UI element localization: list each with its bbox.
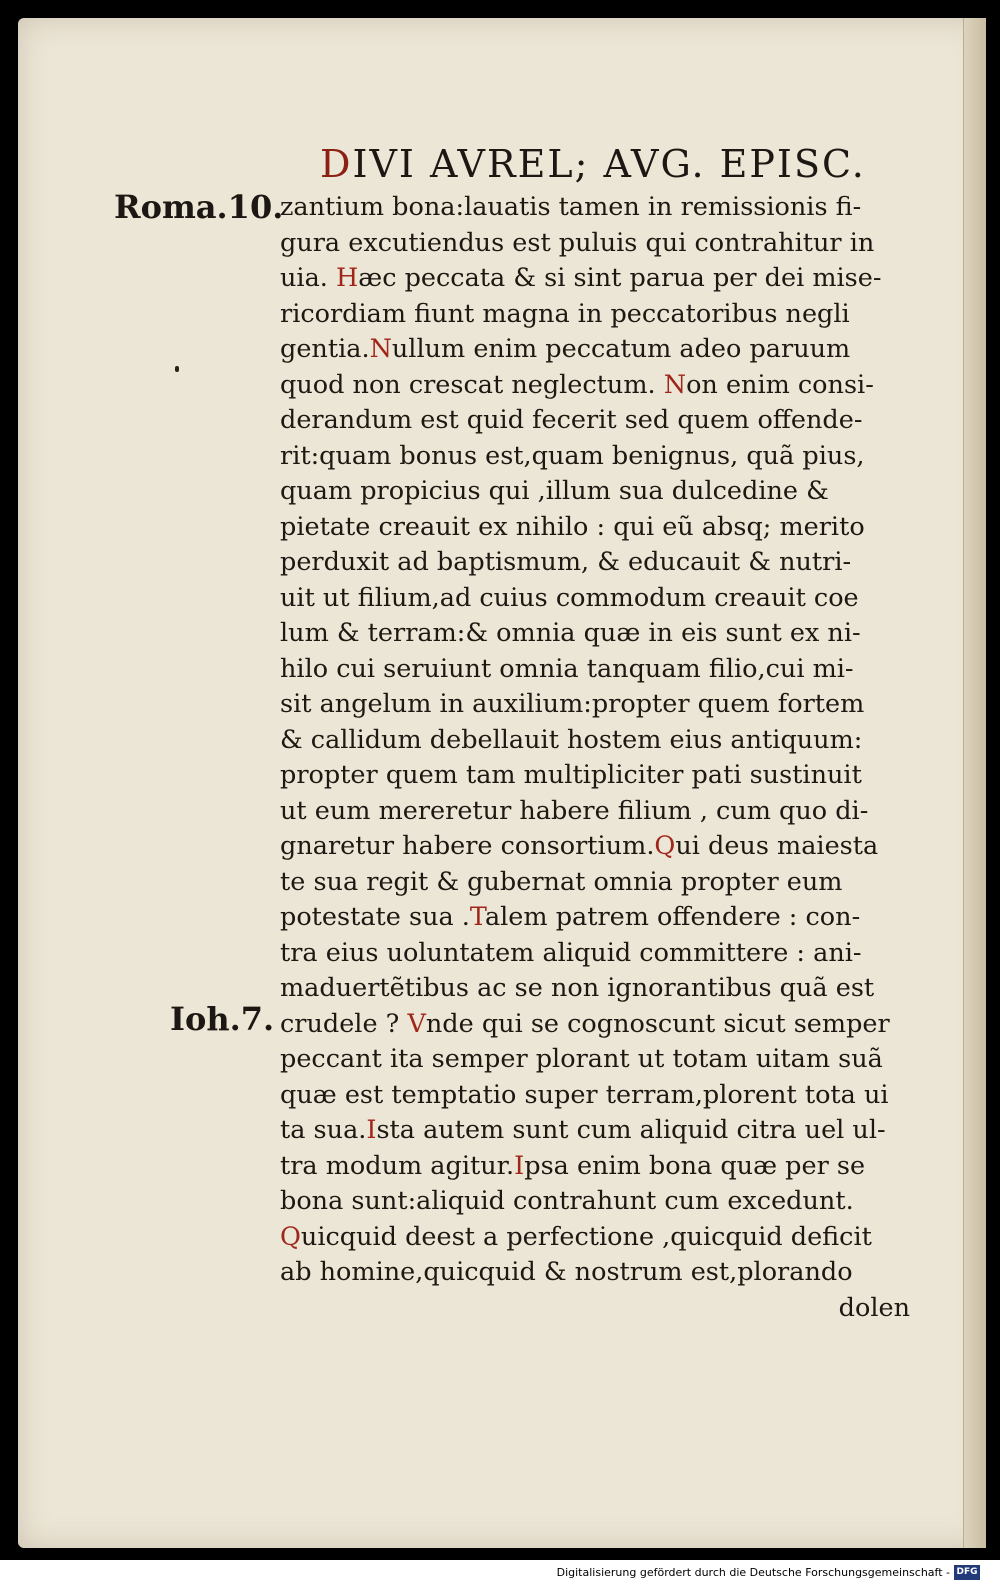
text-line bbox=[280, 226, 920, 262]
text-run: potestate sua . bbox=[280, 902, 470, 932]
text-run: lum & terram:& omnia quæ in eis sunt ex ni- bbox=[280, 618, 861, 648]
text-run: on enim consi- bbox=[686, 369, 874, 400]
text-run: derandum est quid fecerit sed quem offende- bbox=[280, 405, 863, 435]
rubricated-initial: I bbox=[514, 1150, 525, 1181]
dfg-logo: DFG bbox=[954, 1565, 980, 1580]
text-line bbox=[280, 900, 920, 936]
text-line bbox=[280, 971, 920, 1007]
text-line bbox=[280, 1042, 920, 1078]
rubricated-initial: I bbox=[366, 1115, 377, 1145]
text-run: crudele ? bbox=[280, 1008, 408, 1039]
text-run: gura excutiendus est puluis qui contrahitur in bbox=[280, 227, 875, 258]
text-line bbox=[280, 190, 920, 226]
text-line bbox=[280, 758, 920, 794]
text-run: bona sunt:aliquid contrahunt cum excedunt. bbox=[280, 1186, 854, 1216]
running-header bbox=[320, 142, 866, 186]
text-run: tra eius uoluntatem aliquid committere : ani- bbox=[280, 937, 862, 968]
text-run: tra modum agitur. bbox=[280, 1150, 515, 1181]
text-run: uit ut filium,ad cuius commodum creauit coe bbox=[280, 582, 859, 613]
text-run: quam propicius qui ,illum sua dulcedine & bbox=[280, 476, 829, 506]
rubricated-initial: N bbox=[369, 334, 392, 364]
rubricated-initial: H bbox=[336, 263, 359, 293]
text-run: peccant ita semper plorant ut totam uitam suã bbox=[280, 1044, 883, 1074]
text-line bbox=[280, 581, 920, 617]
text-run: gentia. bbox=[280, 334, 370, 364]
text-run: zantium bona:lauatis tamen in remissionis fi- bbox=[280, 192, 862, 222]
rubricated-initial: V bbox=[407, 1008, 426, 1039]
footer-bar bbox=[0, 1560, 1000, 1587]
text-run: quod non crescat neglectum. bbox=[280, 369, 664, 400]
text-line bbox=[280, 545, 920, 581]
rubricated-initial: T bbox=[469, 902, 485, 932]
body-text bbox=[280, 190, 920, 1326]
text-line bbox=[280, 723, 920, 759]
text-line bbox=[280, 794, 920, 830]
text-line bbox=[280, 439, 920, 475]
text-line bbox=[280, 368, 920, 404]
text-line bbox=[280, 652, 920, 688]
text-run: ut eum mereretur habere filium , cum quo di- bbox=[280, 795, 869, 826]
text-line bbox=[280, 261, 920, 297]
text-line bbox=[280, 332, 920, 368]
page-edge bbox=[963, 18, 986, 1548]
text-line bbox=[280, 403, 920, 439]
margin-note-roma: Roma.10. bbox=[114, 188, 284, 226]
ink-mark bbox=[175, 366, 179, 372]
text-run: perduxit ad baptismum, & educauit & nutri- bbox=[280, 547, 852, 577]
text-run: ta sua. bbox=[280, 1115, 367, 1145]
rubricated-initial: Q bbox=[654, 831, 676, 861]
rubricated-initial: Q bbox=[280, 1221, 301, 1252]
text-run: sit angelum in auxilium:propter quem fortem bbox=[280, 689, 865, 719]
text-line bbox=[280, 1184, 920, 1220]
text-run: gnaretur habere consortium. bbox=[280, 831, 655, 861]
text-run: æc peccata & si sint parua per dei mise- bbox=[358, 263, 882, 293]
text-run: ricordiam fiunt magna in peccatoribus negli bbox=[280, 298, 850, 329]
text-line bbox=[280, 616, 920, 652]
text-run: ullum enim peccatum adeo paruum bbox=[391, 334, 851, 364]
rubricated-initial: N bbox=[663, 369, 687, 400]
text-line bbox=[280, 1007, 920, 1043]
text-run: ab homine,quicquid & nostrum est,plorando bbox=[280, 1257, 853, 1287]
text-line bbox=[280, 1220, 920, 1256]
text-line bbox=[280, 865, 920, 901]
text-line bbox=[280, 829, 920, 865]
text-line bbox=[280, 474, 920, 510]
text-run: rit:quam bonus est,quam benignus, quã pius, bbox=[280, 440, 865, 471]
text-line bbox=[280, 1078, 920, 1114]
text-run: & callidum debellauit hostem eius antiquum: bbox=[280, 724, 863, 755]
text-line bbox=[280, 1255, 920, 1291]
text-run: quæ est temptatio super terram,plorent tota ui bbox=[280, 1079, 889, 1110]
text-run: uicquid deest a perfectione ,quicquid deficit bbox=[300, 1221, 872, 1252]
text-run: nde qui se cognoscunt sicut semper bbox=[425, 1008, 890, 1039]
margin-note-ioh: Ioh.7. bbox=[170, 1000, 275, 1038]
text-run: uia. bbox=[280, 263, 336, 293]
header-title: IVI AVREL; AVG. EPISC. bbox=[352, 142, 866, 186]
footer-credit: Digitalisierung gefördert durch die Deutsche Forschungsgemeinschaft - bbox=[556, 1566, 950, 1579]
text-run: te sua regit & gubernat omnia propter eum bbox=[280, 866, 843, 897]
text-run: pietate creauit ex nihilo : qui eũ absq; merito bbox=[280, 511, 865, 542]
text-run: sta autem sunt cum aliquid citra uel ul- bbox=[376, 1115, 886, 1145]
text-line bbox=[280, 1113, 920, 1149]
text-run: hilo cui seruiunt omnia tanquam filio,cui mi- bbox=[280, 653, 854, 684]
text-run: maduertẽtibus ac se non ignorantibus quã est bbox=[280, 973, 875, 1003]
text-run: psa enim bona quæ per se bbox=[524, 1150, 866, 1181]
text-line bbox=[280, 687, 920, 723]
text-line bbox=[280, 297, 920, 333]
text-line bbox=[280, 936, 920, 972]
text-run: alem patrem offendere : con- bbox=[484, 902, 861, 932]
text-line bbox=[280, 1149, 920, 1185]
text-run: ui deus maiesta bbox=[675, 831, 879, 861]
header-initial: D bbox=[320, 142, 353, 186]
text-run: propter quem tam multipliciter pati sustinuit bbox=[280, 760, 862, 790]
catchword: dolen bbox=[838, 1292, 910, 1323]
text-line bbox=[280, 510, 920, 546]
